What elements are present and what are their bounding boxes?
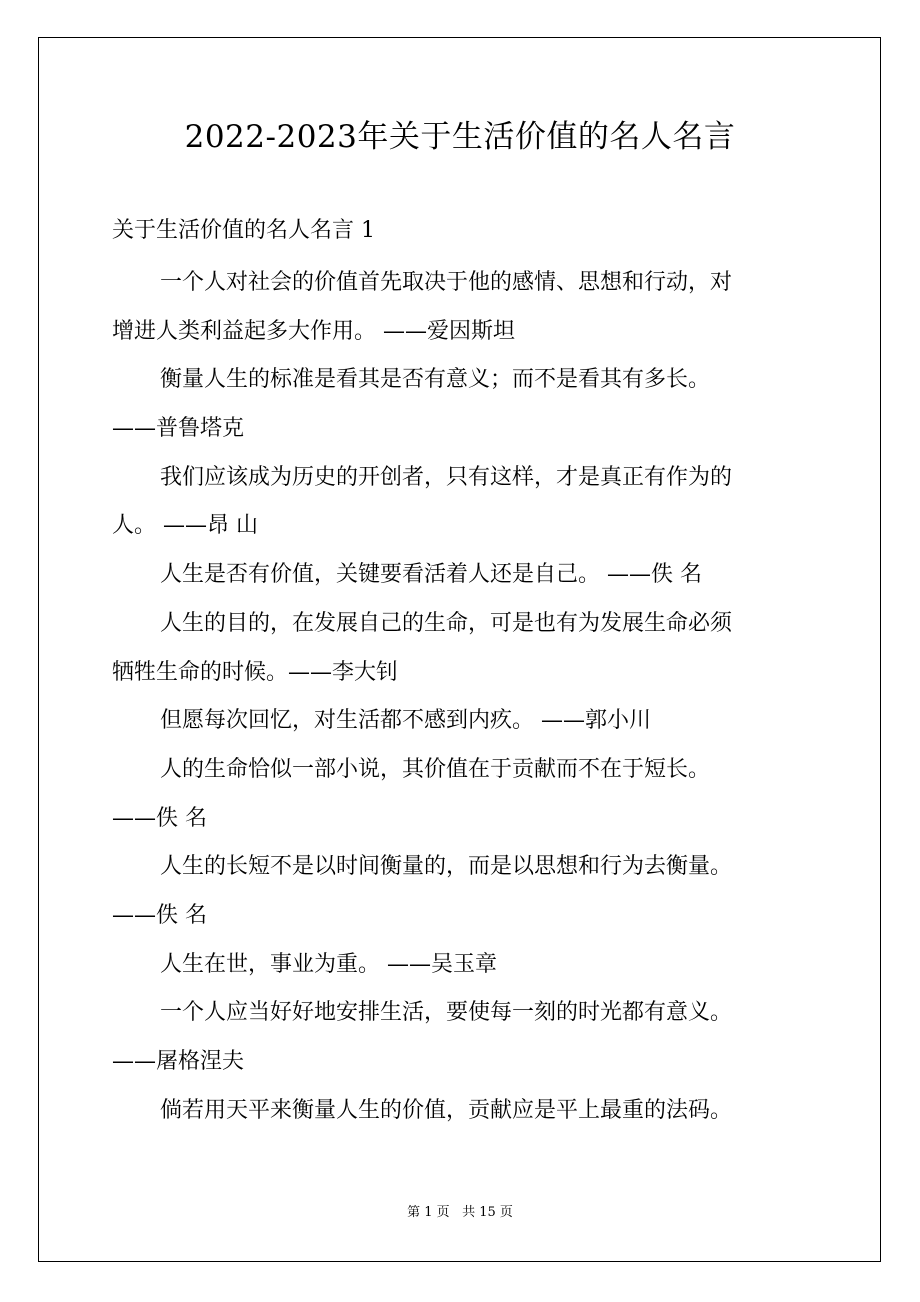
text-line: 牺牲生命的时候。——李大钊 — [112, 659, 399, 685]
text-line: 我们应该成为历史的开创者，只有这样，才是真正有作为的 — [160, 464, 733, 490]
text-line: 一个人对社会的价值首先取决于他的感情、思想和行动，对 — [160, 270, 733, 295]
page-number: 第 1 页 — [407, 1205, 450, 1220]
text-line: 人的生命恰似一部小说，其价值在于贡献而不在于短长。 — [160, 756, 711, 782]
text-line: 一个人应当好好地安排生活，要使每一刻的时光都有意义。 — [160, 1000, 733, 1026]
text-line: ——屠格涅夫 — [112, 1049, 245, 1074]
text-line: ——佚 名 — [112, 902, 207, 928]
document-title: 2022-2023年关于生活价值的名人名言 — [184, 119, 736, 155]
text-line: 人生的长短不是以时间衡量的，而是以思想和行为去衡量。 — [160, 854, 733, 880]
text-line: 衡量人生的标准是看其是否有意义；而不是看其有多长。 — [160, 367, 711, 393]
text-line: 人生在世，事业为重。 ——吴玉章 — [160, 951, 497, 977]
text-line: ——佚 名 — [112, 805, 207, 831]
text-line: 倘若用天平来衡量人生的价值，贡献应是平上最重的法码。 — [160, 1097, 733, 1123]
text-line: 人生的目的，在发展自己的生命，可是也有为发展生命必须 — [160, 610, 733, 636]
document-body — [112, 259, 812, 1135]
text-line: ——普鲁塔克 — [112, 416, 245, 442]
page-footer — [0, 1203, 920, 1223]
text-line: 人。 ——昂 山 — [112, 513, 258, 539]
text-line: 增进人类利益起多大作用。 ——爱因斯坦 — [112, 318, 515, 344]
page-total: 共 15 页 — [462, 1205, 513, 1220]
text-line: 但愿每次回忆，对生活都不感到内疚。 ——郭小川 — [160, 708, 651, 734]
section-heading: 关于生活价值的名人名言 1 — [112, 218, 375, 243]
text-line: 人生是否有价值，关键要看活着人还是自己。 ——佚 名 — [160, 562, 702, 588]
